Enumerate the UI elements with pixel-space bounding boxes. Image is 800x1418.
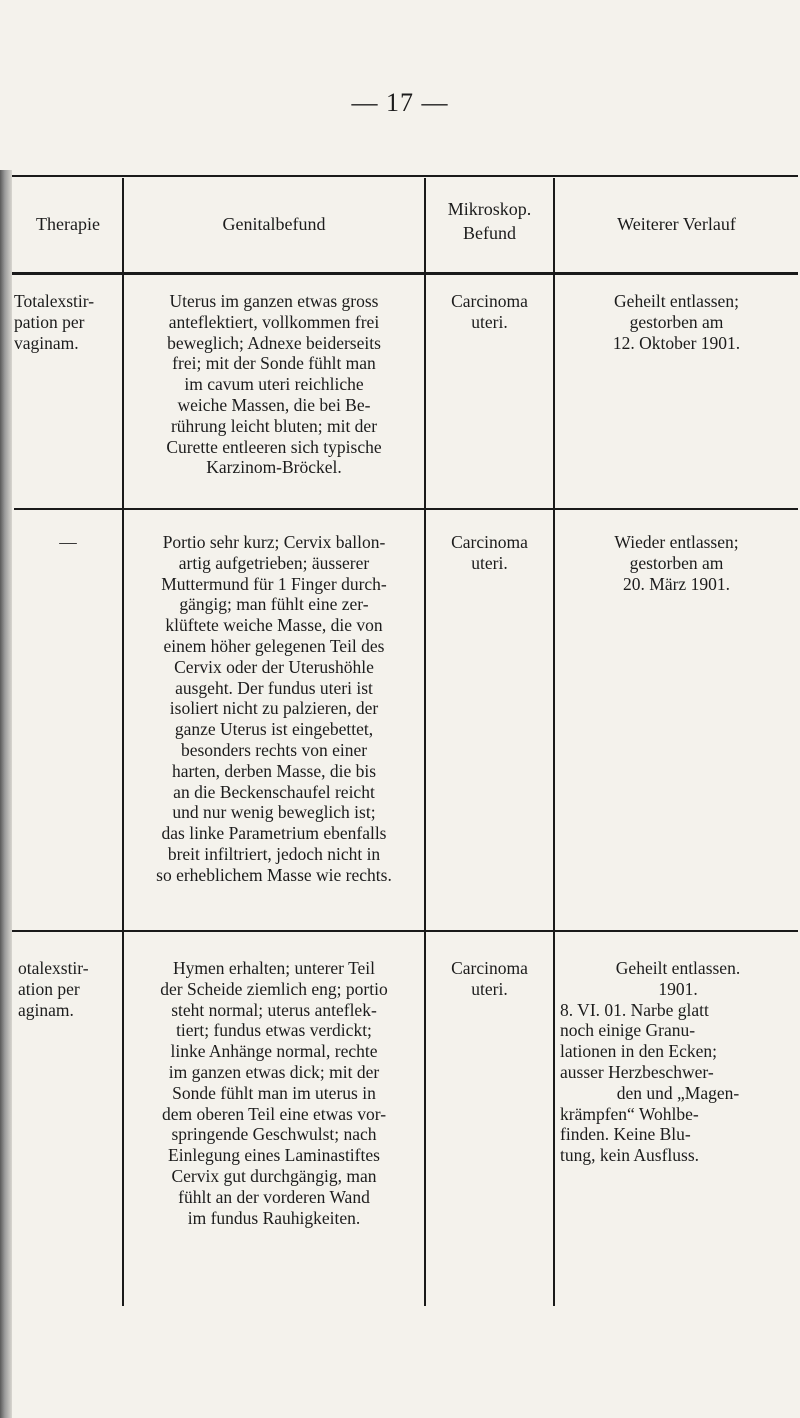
row3-befund-line: steht normal; uterus anteflek- <box>171 999 377 1020</box>
row3-befund-line: tiert; fundus etwas verdickt; <box>176 1020 372 1041</box>
row3-befund-line: im fundus Rauhigkeiten. <box>187 1207 361 1228</box>
row2-therapie <box>14 532 122 553</box>
row2-mikroskop-line: uteri. <box>471 552 508 573</box>
row1-befund-line: im cavum uteri reichliche <box>184 374 364 395</box>
table-top-rule <box>12 175 798 177</box>
row1-therapie-line: vaginam. <box>14 332 79 353</box>
header-mikroskop-line1: Mikroskop. <box>447 199 532 219</box>
row1-verlauf-line: gestorben am <box>629 311 724 332</box>
row2-befund-line: klüftete weiche Masse, die von <box>165 615 383 636</box>
row1-therapie <box>14 291 122 353</box>
row2-bottom-rule <box>12 930 798 932</box>
row2-befund-line: ganze Uterus ist eingebettet, <box>174 719 374 740</box>
row3-verlauf-line: 8. VI. 01. Narbe glatt <box>560 999 709 1020</box>
row3-verlauf-line: krämpfen“ Wohlbe- <box>560 1103 699 1124</box>
row1-befund-line: Curette entleeren sich typische <box>166 436 382 457</box>
row1-verlauf-line: 12. Oktober 1901. <box>612 332 741 353</box>
row2-befund-line: so erheblichem Masse wie rechts. <box>156 864 392 885</box>
row1-mikroskop-line: uteri. <box>471 311 508 332</box>
row2-befund-line: ausgeht. Der fundus uteri ist <box>175 677 373 698</box>
header-verlauf-label: Weiterer Verlauf <box>617 214 736 234</box>
row1-mikroskop-line: Carcinoma <box>451 291 528 311</box>
row3-befund <box>128 958 420 1228</box>
row1-mikroskop <box>426 291 553 333</box>
row3-mikroskop-line: uteri. <box>471 978 508 999</box>
row3-befund-line: Sonde fühlt man im uterus in <box>172 1082 376 1103</box>
row1-therapie-line: Totalexstir- <box>14 291 95 311</box>
page-edge-shadow <box>0 170 12 1418</box>
row1-therapie-line: pation per <box>14 311 85 332</box>
row2-befund-line: Portio sehr kurz; Cervix ballon- <box>162 532 386 552</box>
row2-befund-line: und nur wenig beweglich ist; <box>172 802 376 823</box>
column-divider-1 <box>122 178 124 1306</box>
row3-mikroskop <box>426 958 553 1000</box>
row3-therapie-line: ation per <box>18 978 80 999</box>
row3-verlauf-line: finden. Keine Blu- <box>560 1124 691 1145</box>
row2-mikroskop-line: Carcinoma <box>451 532 528 552</box>
row1-befund-line: rührung leicht bluten; mit der <box>170 415 378 436</box>
row3-mikroskop-line: Carcinoma <box>451 958 528 978</box>
row2-befund-line: artig aufgetrieben; äusserer <box>178 552 370 573</box>
row2-verlauf-line: 20. März 1901. <box>623 573 730 594</box>
row3-befund-line: der Scheide ziemlich eng; portio <box>160 978 388 999</box>
row3-verlauf-line: tung, kein Ausfluss. <box>560 1145 700 1166</box>
row2-verlauf-line: Wieder entlassen; <box>614 532 739 552</box>
row3-verlauf-line: 1901. <box>658 978 698 999</box>
header-genitalbefund-label: Genitalbefund <box>222 214 326 234</box>
row1-befund <box>128 291 420 478</box>
row2-befund-line: einem höher gelegenen Teil des <box>163 635 385 656</box>
header-therapie <box>14 212 122 236</box>
row2-befund-line: das linke Parametrium ebenfalls <box>161 823 387 844</box>
row1-befund-line: beweglich; Adnexe beiderseits <box>167 332 381 353</box>
row1-befund-line: weiche Massen, die bei Be- <box>177 394 371 415</box>
column-divider-2 <box>424 178 426 1306</box>
header-mikroskop-line2: Befund <box>463 223 516 243</box>
row2-befund-line: an die Beckenschaufel reicht <box>173 781 375 802</box>
row2-befund-line: isoliert nicht zu palzieren, der <box>169 698 379 719</box>
row2-verlauf-line: gestorben am <box>629 552 724 573</box>
row2-befund-line: harten, derben Masse, die bis <box>171 760 377 781</box>
row1-befund-line: frei; mit der Sonde fühlt man <box>172 353 376 374</box>
row2-befund-line: Cervix oder der Uterushöhle <box>174 656 374 677</box>
row1-befund-line: Uterus im ganzen etwas gross <box>169 291 379 311</box>
row2-therapie-line: — <box>59 532 77 552</box>
row1-befund-line: Karzinom-Bröckel. <box>206 457 342 478</box>
page-number: — 17 — <box>351 88 449 117</box>
row2-befund <box>128 532 420 886</box>
header-genitalbefund <box>124 212 424 236</box>
row1-befund-line: anteflektiert, vollkommen frei <box>168 311 380 332</box>
row3-befund-line: Hymen erhalten; unterer Teil <box>172 958 376 978</box>
header-mikroskop <box>426 197 553 245</box>
row2-mikroskop <box>426 532 553 574</box>
row2-befund-line: gängig; man fühlt eine zer- <box>179 594 369 615</box>
row3-therapie <box>18 958 122 1020</box>
row2-befund-line: Muttermund für 1 Finger durch- <box>161 573 387 594</box>
row3-befund-line: Einlegung eines Laminastiftes <box>168 1145 380 1166</box>
row3-verlauf <box>560 958 796 1166</box>
row1-verlauf <box>555 291 798 353</box>
row3-befund-line: linke Anhänge normal, rechte <box>170 1041 378 1062</box>
header-bottom-rule <box>12 272 798 275</box>
row2-verlauf <box>555 532 798 594</box>
row3-therapie-line: otalexstir- <box>18 958 89 978</box>
row3-verlauf-line: noch einige Granu- <box>560 1020 696 1041</box>
row3-befund-line: fühlt an der vorderen Wand <box>178 1186 370 1207</box>
row3-verlauf-line: Geheilt entlassen. <box>615 958 741 978</box>
row3-befund-line: im ganzen etwas dick; mit der <box>168 1061 380 1082</box>
row2-befund-line: breit infiltriert, jedoch nicht in <box>167 843 381 864</box>
row3-befund-line: springende Geschwulst; nach <box>171 1124 377 1145</box>
row3-befund-line: dem oberen Teil eine etwas vor- <box>161 1103 387 1124</box>
row3-befund-line: Cervix gut durchgängig, man <box>171 1165 377 1186</box>
row3-verlauf-line: ausser Herzbeschwer- <box>560 1061 714 1082</box>
header-therapie-label: Therapie <box>36 214 100 234</box>
row3-verlauf-line: lationen in den Ecken; <box>560 1041 717 1062</box>
row3-verlauf-line: den und „Magen- <box>616 1082 740 1103</box>
row3-therapie-line: aginam. <box>18 999 74 1020</box>
row1-bottom-rule <box>14 508 798 510</box>
header-verlauf <box>555 212 798 236</box>
row1-verlauf-line: Geheilt entlassen; <box>614 291 739 311</box>
row2-befund-line: besonders rechts von einer <box>180 739 368 760</box>
